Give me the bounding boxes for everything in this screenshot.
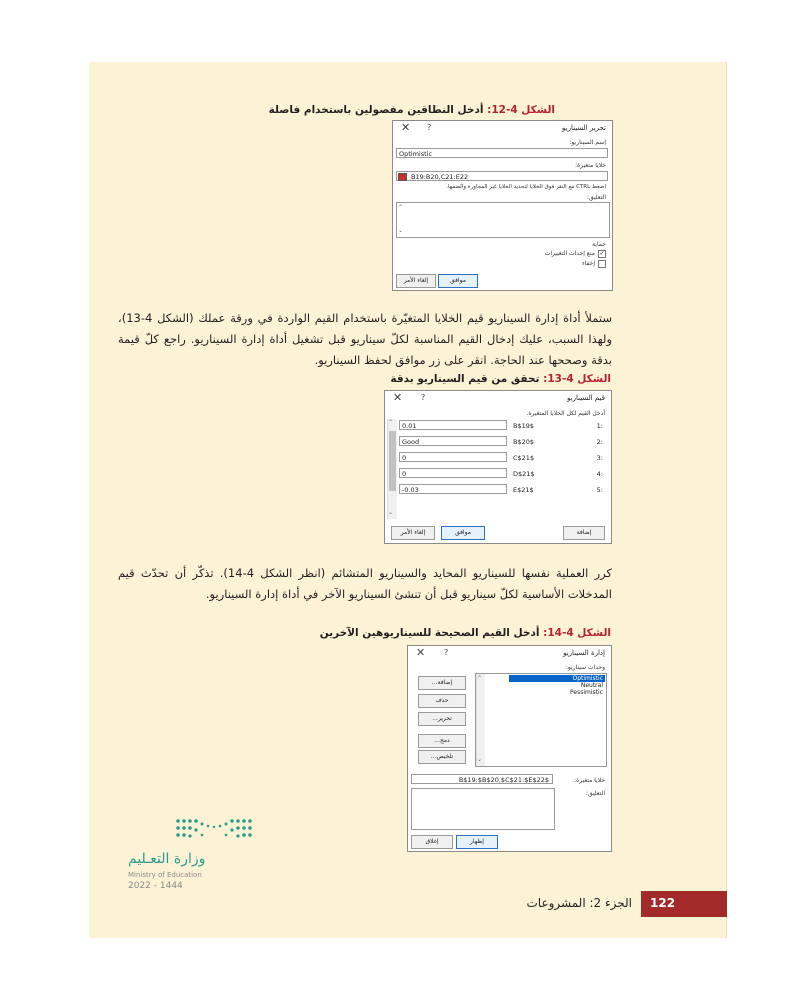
- dialog-title: تحرير السيناريو: [562, 124, 606, 132]
- add-scenario-button[interactable]: إضافة...: [418, 676, 466, 690]
- scenario-item[interactable]: [581, 682, 603, 689]
- ok-button[interactable]: موافق: [441, 526, 485, 540]
- delete-scenario-button[interactable]: حذف: [418, 694, 466, 708]
- help-icon[interactable]: ?: [427, 123, 432, 132]
- paragraph-1: ستملأ أداة إدارة السيناريو قيم الخلايا المتغيّرة باستخدام القيم الواردة في ورقة عملك (الشكل 4-13)، ولهذا السبب، عليك إدخال القيم المناسبة لكلّ سيناريو قبل تشغيل أداة إدارة السيناريو. راجع كلّ قيمة بدقة وصححها عند الحاجة. انقر على زر موافق لحفظ السيناريو.: [118, 311, 612, 367]
- comment-display: [411, 788, 555, 830]
- changing-cells-display: [411, 774, 553, 784]
- scroll-up-icon[interactable]: ⌃: [477, 675, 483, 682]
- scroll-down-icon[interactable]: ⌄: [388, 509, 394, 516]
- comment-textarea[interactable]: [396, 202, 610, 238]
- instruction-text: أدخل القيم لكل الخلايا المتغيرة.: [526, 410, 605, 417]
- cell-ref-5: E$21$: [513, 486, 534, 494]
- cancel-button[interactable]: إلغاء الأمر: [396, 274, 436, 288]
- scenarios-listbox[interactable]: [475, 673, 607, 767]
- cell-ref-4: D$21$: [513, 470, 535, 478]
- scenarios-list-label: وحدات سيناريو:: [565, 664, 605, 671]
- scenario-item[interactable]: [570, 689, 603, 696]
- comment-label: التعليق:: [585, 790, 605, 797]
- changing-cells-hint: اضغط CTRL مع النقر فوق الخلايا لتحديد الخلايا غير المجاورة والضمها.: [446, 184, 606, 190]
- page-number: 122: [650, 896, 676, 910]
- dialog-title: إدارة السيناريو: [563, 649, 605, 657]
- edit-scenario-button[interactable]: تحرير...: [418, 712, 466, 726]
- edit-scenario-dialog: [392, 120, 613, 291]
- cell-ref-3: C$21$: [513, 454, 535, 462]
- ok-button[interactable]: موافق: [438, 274, 478, 288]
- changing-cells-input[interactable]: [396, 171, 608, 181]
- page-edge-line: [726, 62, 727, 938]
- close-icon[interactable]: ✕: [401, 121, 411, 134]
- range-picker-icon[interactable]: [398, 173, 407, 181]
- scenario-manager-dialog: [407, 645, 612, 852]
- changing-cells-value: B$19:$B$20,$C$21:$E$22$: [458, 776, 549, 784]
- comment-label: التعليق:: [586, 194, 606, 201]
- caption-number: الشكل 4-13:: [543, 373, 611, 385]
- value-input-5[interactable]: -0.03: [399, 484, 507, 494]
- changing-cells-label: خلايا متغيرة:: [574, 777, 605, 784]
- scenario-item-label: Neutral: [580, 682, 603, 689]
- figure-caption-12: [269, 104, 555, 116]
- close-button[interactable]: إغلاق: [411, 835, 453, 849]
- scenario-item-label: Pessimistic: [570, 689, 603, 696]
- value-input-4[interactable]: 0: [399, 468, 507, 478]
- row-index-4: 4:: [596, 470, 603, 478]
- figure-caption-13: [390, 373, 611, 385]
- scrollbar-thumb[interactable]: [389, 431, 396, 491]
- caption-text: تحقق من قيم السيناريو بدقة: [390, 373, 544, 385]
- cancel-button[interactable]: إلغاء الأمر: [391, 526, 435, 540]
- show-button[interactable]: إظهار: [456, 835, 498, 849]
- changing-cells-value: B19:B20,C21:E22: [411, 173, 469, 181]
- logo-year: 2022 - 1444: [128, 881, 183, 891]
- caption-text: أدخل النطاقين مفصولين باستخدام فاصلة: [268, 104, 488, 116]
- logo-english-text: Ministry of Education: [128, 871, 202, 879]
- scenario-item-selected[interactable]: [509, 675, 605, 682]
- paragraph-2: كرر العملية نفسها للسيناريو المحايد والسيناريو المتشائم (انظر الشكل 4-14). تذكّر أن تحدّث قيم المدخلات الأساسية لكلّ سيناريو قبل أن تنشئ السيناريو الآخر في أداة إدارة السيناريو.: [118, 566, 612, 601]
- values-scrollbar[interactable]: [387, 419, 397, 519]
- dialog-titlebar: [408, 646, 611, 660]
- prevent-changes-checkbox[interactable]: ✓: [599, 250, 605, 257]
- list-scrollbar[interactable]: [476, 674, 485, 766]
- scenario-values-dialog: [384, 390, 612, 544]
- hide-label: إخفاء: [581, 260, 595, 267]
- scenario-item-label: Optimistic: [572, 675, 603, 682]
- row-index-2: 2:: [596, 438, 603, 446]
- footer-title: الجزء 2: المشروعات: [526, 896, 632, 910]
- caption-number: الشكل 4-12:: [487, 104, 555, 116]
- help-icon[interactable]: ?: [421, 393, 426, 402]
- figure-caption-14: [320, 627, 611, 639]
- summary-button[interactable]: تلخيص...: [418, 750, 466, 764]
- cell-ref-1: B$19$: [513, 422, 535, 430]
- merge-scenario-button[interactable]: دمج...: [418, 734, 466, 748]
- dialog-titlebar: [385, 391, 611, 405]
- ministry-logo: [128, 815, 258, 895]
- add-button[interactable]: إضافة: [563, 526, 605, 540]
- row-index-5: 5:: [596, 486, 603, 494]
- dialog-titlebar: [393, 121, 612, 135]
- dialog-title: قيم السيناريو: [567, 394, 605, 402]
- close-icon[interactable]: ✕: [416, 646, 426, 659]
- scroll-up-icon[interactable]: ⌃: [398, 204, 404, 211]
- logo-dots-icon: [174, 815, 264, 845]
- scenario-name-input[interactable]: Optimistic: [396, 148, 608, 158]
- prevent-changes-label: منع إحداث التغييرات: [544, 250, 595, 257]
- row-index-1: 1:: [596, 422, 603, 430]
- close-icon[interactable]: ✕: [393, 391, 403, 404]
- help-icon[interactable]: ?: [444, 648, 449, 657]
- logo-arabic-text: وزارة التعـليم: [128, 851, 206, 867]
- scroll-down-icon[interactable]: ⌄: [398, 227, 404, 234]
- changing-cells-label: خلايا متغيرة:: [575, 162, 606, 169]
- scroll-up-icon[interactable]: ⌃: [388, 419, 394, 426]
- hide-checkbox[interactable]: [598, 260, 606, 268]
- cell-ref-2: B$20$: [513, 438, 535, 446]
- caption-number: الشكل 4-14:: [543, 627, 611, 639]
- caption-text: أدخل القيم الصحيحة للسيناريوهين الآخرين: [319, 627, 544, 639]
- value-input-2[interactable]: Good: [399, 436, 507, 446]
- row-index-3: 3:: [596, 454, 603, 462]
- scenario-name-label: إسم السيناريو:: [569, 139, 606, 146]
- value-input-1[interactable]: 0.01: [399, 420, 507, 430]
- protection-label: حماية: [592, 241, 606, 248]
- scroll-down-icon[interactable]: ⌄: [477, 756, 483, 763]
- value-input-3[interactable]: 0: [399, 452, 507, 462]
